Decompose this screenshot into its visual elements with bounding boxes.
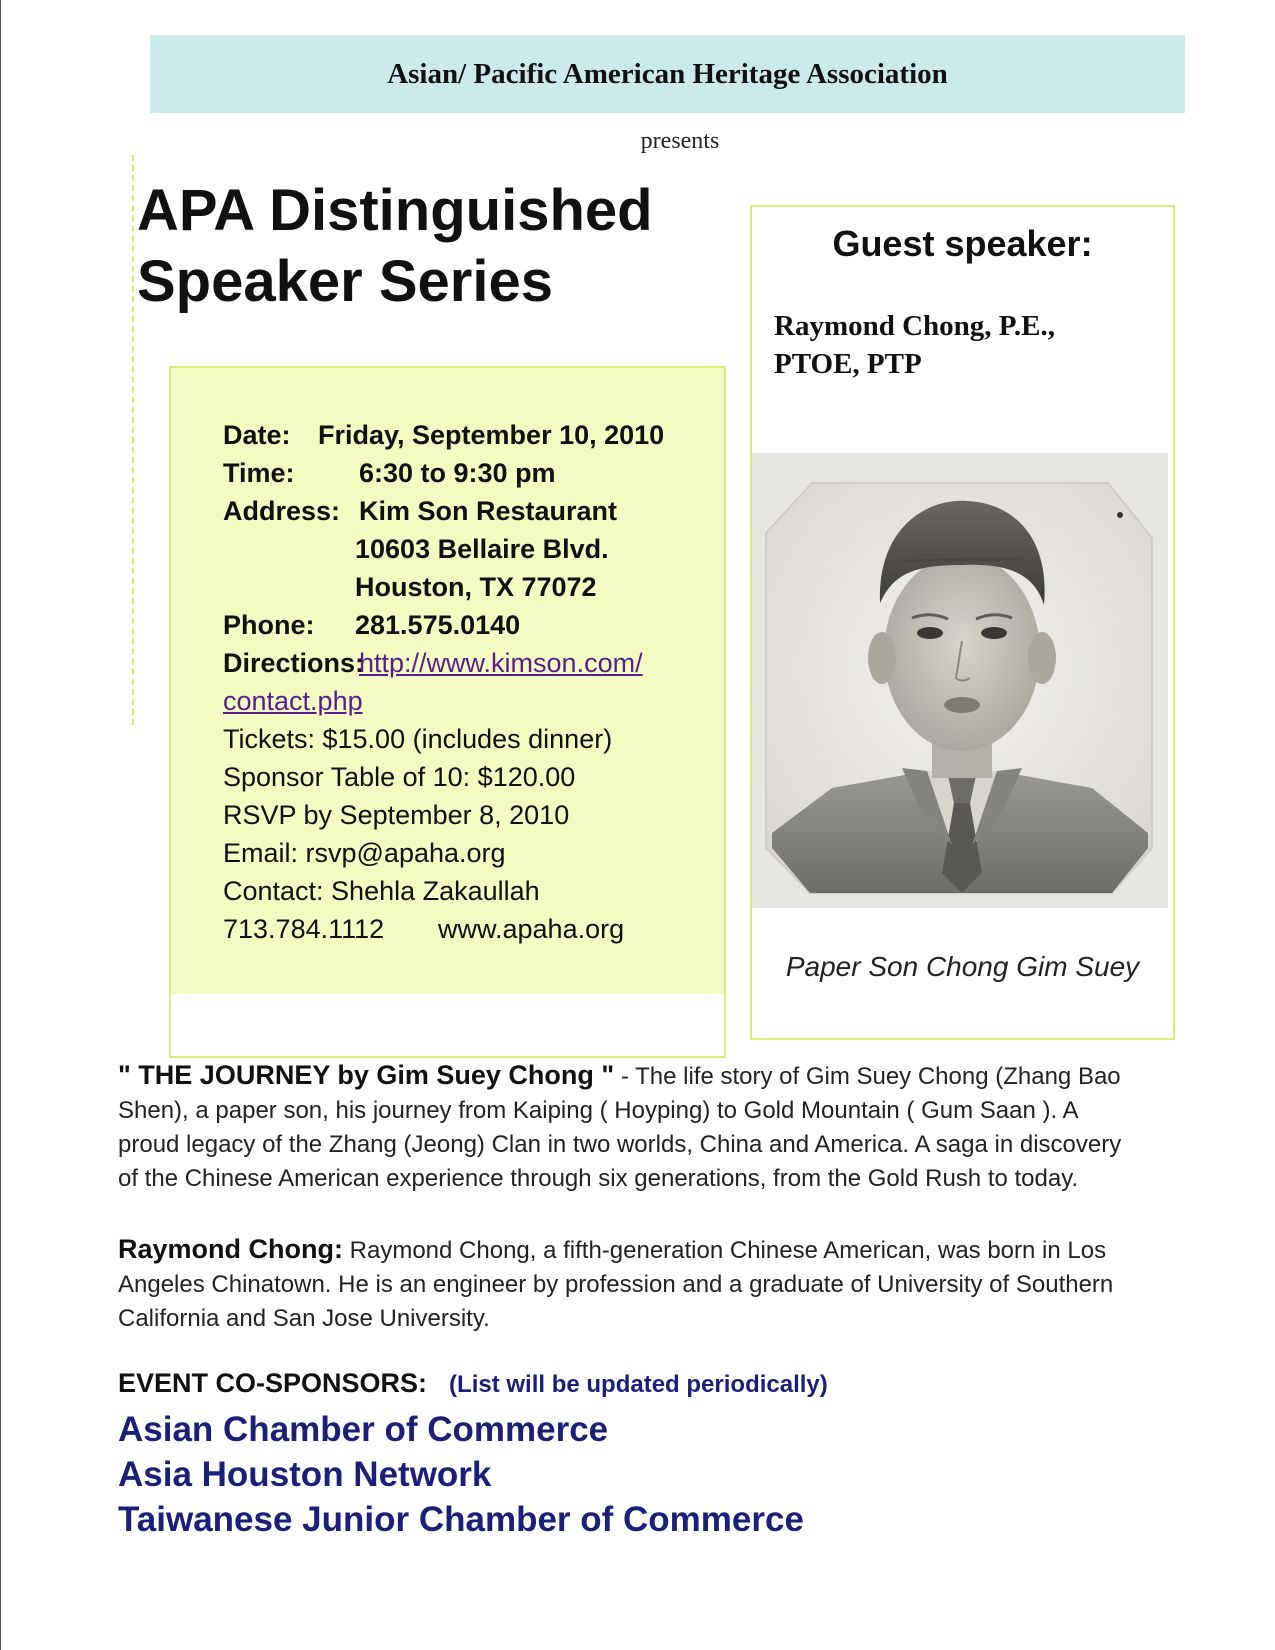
guest-speaker-heading: Guest speaker: [832,223,1093,264]
contact-info: Contact: Shehla Zakaullah [223,876,540,906]
presents-text: presents [640,128,720,154]
address-row [223,492,723,530]
cosponsor-item: Asian Chamber of Commerce [118,1410,609,1449]
date-value: Friday, September 10, 2010 [318,420,665,450]
phone-label: Phone: [223,610,315,640]
address-line1: Kim Son Restaurant [359,496,618,526]
guest-speaker-box [750,205,1175,1040]
address-line3: Houston, TX 77072 [355,572,597,602]
speaker-name-line2: PTOE, PTP [774,348,922,380]
directions-link[interactable]: http://www.kimson.com/ [359,648,643,678]
photo-caption: Paper Son Chong Gim Suey [785,951,1140,982]
journey-description [118,1058,1138,1196]
portrait-photo [752,453,1168,908]
time-label: Time: [223,458,295,488]
series-title [137,175,737,317]
series-title-line1: APA Distinguished [137,178,653,243]
tickets-info: Tickets: $15.00 (includes dinner) [223,724,613,754]
directions-row [223,644,723,682]
cosponsors-list [118,1407,1118,1542]
date-row [223,416,723,454]
address-row-2 [223,530,723,568]
cosponsors-heading-row [118,1363,1118,1405]
directions-link-continued[interactable]: contact.php [223,686,363,716]
address-label: Address: [223,496,341,526]
header-banner [150,35,1185,113]
tickets-row [223,720,723,758]
email-row [223,834,723,872]
date-label: Date: [223,420,291,450]
event-details [223,416,723,948]
cosponsors-note: (List will be updated periodically) [449,1371,828,1398]
cosponsor-item: Asia Houston Network [118,1455,492,1494]
cosponsors-heading: EVENT CO-SPONSORS: [118,1368,428,1398]
decorative-dashed-line [132,155,134,725]
speaker-name-line1: Raymond Chong, P.E., [774,310,1055,342]
organization-name: Asian/ Pacific American Heritage Association [387,57,948,90]
series-title-line2: Speaker Series [137,249,553,314]
time-row [223,454,723,492]
speaker-photo [752,453,1168,908]
journey-text: - The life story of Gim Suey Chong (Zhang Bao Shen), a paper son, his journey from Kaiping ( Hoyping) to Gold Mountain ( Gum Saan ). A proud legacy of the Zhang (Jeong) Clan in two worlds, China and America. A saga in discovery of the Chinese American experience through six generations, from the Gold Rush to today. [118,1063,1122,1192]
cosponsor-item: Taiwanese Junior Chamber of Commerce [118,1500,804,1539]
bio-name: Raymond Chong: [118,1234,343,1264]
sponsor-table-info: Sponsor Table of 10: $120.00 [223,762,576,792]
sponsor-table-row [223,758,723,796]
event-details-box [169,366,726,1058]
speaker-name [774,307,1164,383]
time-value: 6:30 to 9:30 pm [359,458,556,488]
directions-row-2 [223,682,723,720]
contact-row [223,872,723,910]
address-row-3 [223,568,723,606]
contact-phone: 713.784.1112 [223,914,385,944]
address-line2: 10603 Bellaire Blvd. [355,534,609,564]
page-edge [0,0,1,1650]
contact-phone-row [223,910,723,948]
event-cosponsors [118,1363,1118,1542]
email-info: Email: rsvp@apaha.org [223,838,506,868]
journey-title: " THE JOURNEY by Gim Suey Chong " [118,1060,615,1090]
speaker-bio [118,1232,1138,1336]
bio-text: Raymond Chong, a fifth-generation Chinese American, was born in Los Angeles Chinatown. He is an engineer by profession and a graduate of University of Southern California and San Jose University. [118,1237,1114,1332]
rsvp-row [223,796,723,834]
phone-value: 281.575.0140 [355,610,521,640]
directions-label: Directions: [223,648,365,678]
rsvp-info: RSVP by September 8, 2010 [223,800,570,830]
phone-row [223,606,723,644]
website-text: www.apaha.org [438,914,625,944]
